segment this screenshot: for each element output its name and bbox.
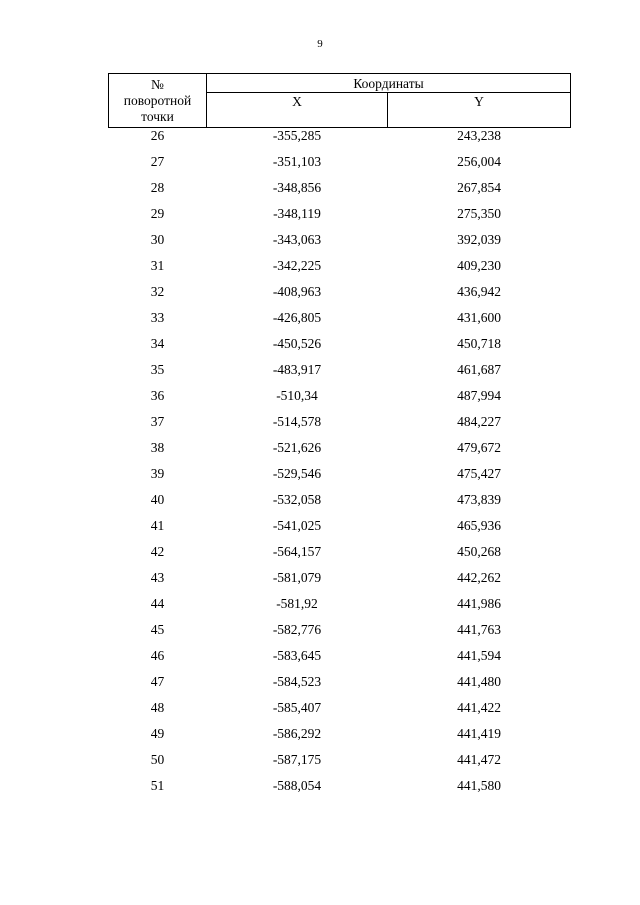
table-row xyxy=(109,388,571,414)
x-coordinate-cell: -581,92 xyxy=(276,596,318,611)
x-coordinate-cell: -426,805 xyxy=(272,310,322,325)
point-number-cell: 32 xyxy=(150,284,165,299)
table-row xyxy=(109,492,571,518)
x-coordinate-cell: -342,225 xyxy=(272,258,322,273)
y-coordinate-cell: 484,227 xyxy=(457,414,501,429)
y-coordinate-cell: 441,422 xyxy=(457,700,501,715)
page-number: 9 xyxy=(317,38,323,50)
header-point-number-line3: точки xyxy=(141,109,174,124)
y-coordinate-cell: 441,986 xyxy=(457,596,501,611)
point-number-cell: 26 xyxy=(150,128,165,143)
table-row xyxy=(109,544,571,570)
x-coordinate-cell: -581,079 xyxy=(272,570,322,585)
header-point-number-line2: поворотной xyxy=(123,93,192,108)
header-point-number xyxy=(109,74,207,128)
coordinates-table xyxy=(108,73,571,804)
point-number-cell: 39 xyxy=(150,466,165,481)
x-coordinate-cell: -541,025 xyxy=(272,518,322,533)
y-coordinate-cell: 473,839 xyxy=(457,492,501,507)
y-coordinate-cell: 487,994 xyxy=(457,388,501,403)
table-row xyxy=(109,232,571,258)
table-row xyxy=(109,154,571,180)
table-row xyxy=(109,440,571,466)
point-number-cell: 42 xyxy=(150,544,165,559)
y-coordinate-cell: 441,480 xyxy=(457,674,501,689)
x-coordinate-cell: -532,058 xyxy=(272,492,322,507)
x-coordinate-cell: -588,054 xyxy=(272,778,322,793)
x-coordinate-cell: -582,776 xyxy=(272,622,322,637)
point-number-cell: 40 xyxy=(150,492,165,507)
x-coordinate-cell: -348,119 xyxy=(273,206,321,221)
x-coordinate-cell: -583,645 xyxy=(272,648,322,663)
table-row xyxy=(109,752,571,778)
x-coordinate-cell: -343,063 xyxy=(272,232,322,247)
point-number-cell: 37 xyxy=(150,414,165,429)
y-coordinate-cell: 450,268 xyxy=(457,544,501,559)
table-row xyxy=(109,206,571,232)
point-number-cell: 51 xyxy=(150,778,165,793)
y-coordinate-cell: 450,718 xyxy=(457,336,501,351)
point-number-cell: 43 xyxy=(150,570,165,585)
point-number-cell: 46 xyxy=(150,648,165,663)
y-coordinate-cell: 441,763 xyxy=(457,622,501,637)
table-row xyxy=(109,726,571,752)
x-coordinate-cell: -514,578 xyxy=(272,414,322,429)
y-coordinate-cell: 392,039 xyxy=(457,232,501,247)
table-row xyxy=(109,310,571,336)
x-coordinate-cell: -483,917 xyxy=(272,362,322,377)
point-number-cell: 47 xyxy=(150,674,165,689)
header-coordinates: Координаты xyxy=(207,74,571,93)
table-row xyxy=(109,622,571,648)
table-header xyxy=(109,74,571,128)
table-body xyxy=(109,128,571,805)
header-y: Y xyxy=(388,93,571,128)
y-coordinate-cell: 275,350 xyxy=(457,206,501,221)
point-number-cell: 31 xyxy=(150,258,165,273)
y-coordinate-cell: 441,419 xyxy=(457,726,501,741)
y-coordinate-cell: 441,580 xyxy=(457,778,501,793)
point-number-cell: 38 xyxy=(150,440,165,455)
x-coordinate-cell: -587,175 xyxy=(272,752,322,767)
point-number-cell: 50 xyxy=(150,752,165,767)
header-point-number-line1: № xyxy=(151,77,164,92)
point-number-cell: 45 xyxy=(150,622,165,637)
table-row xyxy=(109,180,571,206)
point-number-cell: 28 xyxy=(150,180,165,195)
table-row xyxy=(109,518,571,544)
point-number-cell: 48 xyxy=(150,700,165,715)
x-coordinate-cell: -584,523 xyxy=(272,674,322,689)
table-row xyxy=(109,362,571,388)
table-row xyxy=(109,128,571,155)
y-coordinate-cell: 267,854 xyxy=(457,180,501,195)
x-coordinate-cell: -351,103 xyxy=(272,154,322,169)
x-coordinate-cell: -355,285 xyxy=(272,128,322,143)
point-number-cell: 41 xyxy=(150,518,165,533)
y-coordinate-cell: 441,472 xyxy=(457,752,501,767)
table-row xyxy=(109,648,571,674)
y-coordinate-cell: 436,942 xyxy=(457,284,501,299)
table-row xyxy=(109,778,571,804)
table-row xyxy=(109,258,571,284)
y-coordinate-cell: 442,262 xyxy=(457,570,501,585)
x-coordinate-cell: -521,626 xyxy=(272,440,322,455)
point-number-cell: 34 xyxy=(150,336,165,351)
y-coordinate-cell: 431,600 xyxy=(457,310,501,325)
y-coordinate-cell: 441,594 xyxy=(457,648,501,663)
point-number-cell: 35 xyxy=(150,362,165,377)
y-coordinate-cell: 465,936 xyxy=(457,518,501,533)
point-number-cell: 30 xyxy=(150,232,165,247)
table-row xyxy=(109,284,571,310)
y-coordinate-cell: 409,230 xyxy=(457,258,501,273)
x-coordinate-cell: -408,963 xyxy=(272,284,322,299)
y-coordinate-cell: 479,672 xyxy=(457,440,501,455)
x-coordinate-cell: -348,856 xyxy=(272,180,322,195)
x-coordinate-cell: -586,292 xyxy=(272,726,322,741)
table-row xyxy=(109,700,571,726)
table-row xyxy=(109,674,571,700)
x-coordinate-cell: -564,157 xyxy=(272,544,322,559)
y-coordinate-cell: 243,238 xyxy=(457,128,501,143)
point-number-cell: 29 xyxy=(150,206,165,221)
x-coordinate-cell: -510,34 xyxy=(276,388,318,403)
x-coordinate-cell: -450,526 xyxy=(272,336,322,351)
header-x: X xyxy=(207,93,388,128)
y-coordinate-cell: 461,687 xyxy=(457,362,501,377)
point-number-cell: 44 xyxy=(150,596,165,611)
y-coordinate-cell: 256,004 xyxy=(457,154,501,169)
table-row xyxy=(109,466,571,492)
point-number-cell: 49 xyxy=(150,726,165,741)
point-number-cell: 36 xyxy=(150,388,165,403)
table-row xyxy=(109,596,571,622)
x-coordinate-cell: -529,546 xyxy=(272,466,322,481)
table-row xyxy=(109,414,571,440)
table-row xyxy=(109,570,571,596)
y-coordinate-cell: 475,427 xyxy=(457,466,501,481)
point-number-cell: 33 xyxy=(150,310,165,325)
point-number-cell: 27 xyxy=(150,154,165,169)
table-row xyxy=(109,336,571,362)
x-coordinate-cell: -585,407 xyxy=(272,700,322,715)
